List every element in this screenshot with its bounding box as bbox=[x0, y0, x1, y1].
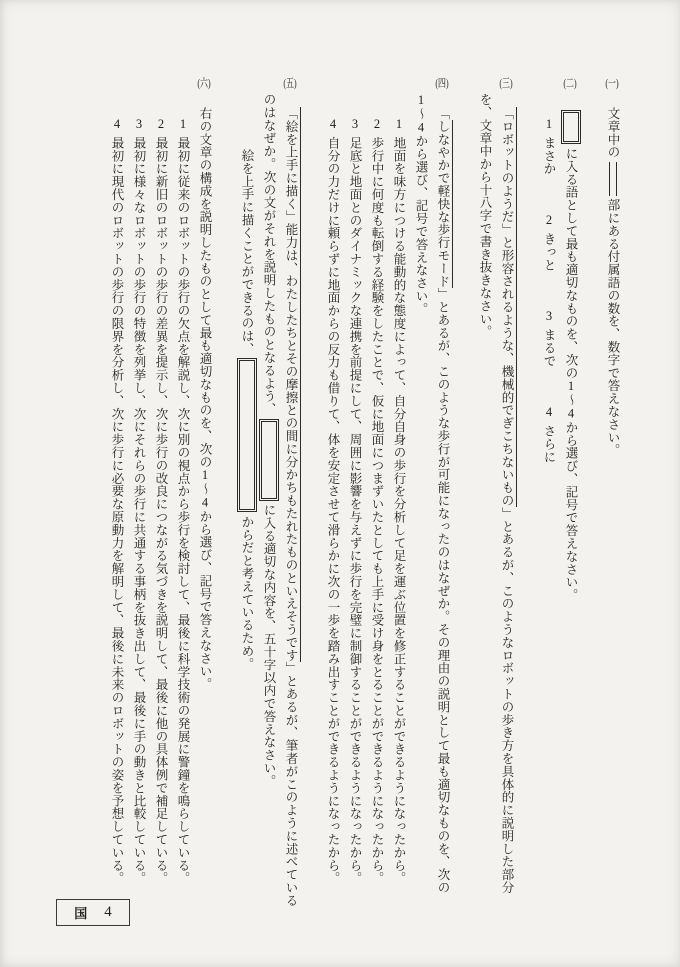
option-gap bbox=[549, 367, 550, 405]
option-text: まさか bbox=[542, 136, 556, 176]
option-text: まるで bbox=[542, 328, 556, 368]
option-gap bbox=[549, 271, 550, 309]
question-5-label: (五) bbox=[283, 77, 297, 89]
answer-blank-box bbox=[259, 419, 279, 501]
question-6-label: (六) bbox=[197, 77, 211, 89]
option-text: 地面を味方につける能動的な態度によって、自分自身の歩行を分析して足を運ぶ位置を修正することができるようになったから。 bbox=[392, 136, 406, 885]
option-number: 1 bbox=[542, 117, 556, 132]
question-1 bbox=[602, 77, 624, 915]
question-5-text bbox=[258, 93, 302, 915]
question-3 bbox=[474, 77, 518, 915]
option-number: 2 bbox=[542, 213, 556, 228]
question-6-text-pre: 右の文章の構成を説明したものとして最も適切なものを、次の bbox=[198, 107, 212, 469]
option-text: 足底と地面とのダイナミックな連携を前提にして、周囲に影響を与えずに歩行を完璧に制御することができるようになったから。 bbox=[348, 136, 362, 885]
option-text: 自分の力だけに頼らずに地面からの反力も借りて、体を安定させて滑らかに次の一歩を踏み出すことができるようになったから。 bbox=[326, 136, 340, 885]
question-6-text-tail: から選び、記号で答えなさい。 bbox=[198, 509, 212, 691]
option-text: きっと bbox=[542, 232, 556, 272]
option-number: 3 bbox=[542, 309, 556, 324]
option-text: 歩行中に何度も転倒する経験をしたことで、仮に地面につまずいたとしても上手に受け身をとることができるようになったから。 bbox=[370, 136, 384, 885]
question-5-text-mid: 」とあるが、筆者がこのように述べているのはなぜか。次の文がそれを説明したものとなるよう、 bbox=[262, 93, 298, 907]
option-number: 4 bbox=[110, 117, 124, 132]
option-number: 4 bbox=[542, 405, 556, 420]
question-3-text bbox=[474, 93, 518, 915]
question-4-option-3 bbox=[344, 93, 366, 915]
option-text: 最初に新旧のロボットの歩行の差異を提示し、次に歩行の改良につながる気づきを説明して、最後に他の具体例で補足している。 bbox=[154, 136, 168, 885]
question-4-option-1 bbox=[388, 93, 410, 915]
option-number: 2 bbox=[370, 117, 384, 132]
answer-blank-box bbox=[237, 358, 257, 512]
option-number: 3 bbox=[132, 117, 146, 132]
question-1-text bbox=[602, 93, 624, 915]
choice-range: 1〜4 bbox=[414, 93, 428, 135]
double-line-mark bbox=[609, 162, 617, 196]
question-5 bbox=[236, 77, 302, 915]
footer-page-box bbox=[56, 899, 130, 926]
template-pre: 絵を上手に描くことができるのは、 bbox=[240, 149, 254, 356]
question-4-text-pre: 「 bbox=[436, 107, 450, 120]
question-2 bbox=[538, 77, 582, 915]
question-6-text bbox=[194, 93, 216, 915]
option-text: 最初に従来のロボットの歩行の欠点を解説し、次に別の視点から歩行を検討して、最後に科学技術の発展に警鐘を鳴らしている。 bbox=[176, 136, 190, 885]
question-1-label: (一) bbox=[605, 77, 619, 89]
option-number: 1 bbox=[176, 117, 190, 132]
question-1-text-tail: 部にある付属語の数を、数字で答えなさい。 bbox=[606, 198, 620, 457]
question-4-option-2 bbox=[366, 93, 388, 915]
question-6-option-2 bbox=[150, 93, 172, 915]
question-4-text-mid: 」とあるが、このような歩行が可能になったのはなぜか。その理由の説明として最も適切なものを、次の bbox=[436, 287, 450, 894]
answer-blank-box bbox=[561, 110, 581, 144]
question-4-label: (四) bbox=[435, 77, 449, 89]
question-5-text-tail: に入る適切な内容を、五十字以内で答えなさい。 bbox=[262, 503, 276, 788]
subject-label: 国 bbox=[74, 906, 88, 921]
question-6-option-3 bbox=[128, 93, 150, 915]
question-2-text-tail: から選び、記号で答えなさい。 bbox=[564, 420, 578, 602]
choice-range: 1〜4 bbox=[198, 468, 212, 510]
question-4-text-tail: から選び、記号で答えなさい。 bbox=[414, 134, 428, 316]
option-gap bbox=[549, 175, 550, 213]
option-text: 最初に様々なロボットの歩行の特徴を列挙し、次にそれらの歩行に共通する事柄を抜き出して、最後に手の動きと比較している。 bbox=[132, 136, 146, 885]
option-number: 2 bbox=[154, 117, 168, 132]
question-6-option-4 bbox=[106, 93, 128, 915]
option-number: 1 bbox=[392, 117, 406, 132]
question-2-text-mid: に入る語として最も適切なものを、次の bbox=[564, 147, 578, 380]
question-6 bbox=[106, 77, 216, 915]
option-text: 最初に現代のロボットの歩行の限界を分析し、次に歩行に必要な原動力を解明して、最後に未来のロボットの姿を予想している。 bbox=[110, 136, 124, 885]
underlined-quote: 「ロボットのようだ」と形容されるような、機械的でぎこちないもの bbox=[500, 107, 517, 507]
question-3-label: (三) bbox=[499, 77, 513, 89]
choice-range: 1〜4 bbox=[564, 379, 578, 421]
exam-content bbox=[74, 77, 624, 915]
underlined-quote: 「絵を上手に描く」能力は、わたしたちとその摩擦との間に分かちもたれたものといえそうです bbox=[284, 107, 301, 662]
underlined-quote: しなやかで軽快な歩行モード bbox=[436, 120, 453, 288]
option-number: 4 bbox=[326, 117, 340, 132]
page-number: 4 bbox=[104, 904, 112, 920]
question-2-text bbox=[560, 93, 582, 915]
question-2-label: (二) bbox=[563, 77, 577, 89]
question-3-text-tail: 」とあるが、このようなロボットの歩き方を具体的に説明した部分を、文章中から十八字で書き抜きなさい。 bbox=[478, 93, 514, 894]
question-4 bbox=[322, 77, 454, 915]
question-6-option-1 bbox=[172, 93, 194, 915]
question-4-text bbox=[410, 93, 454, 915]
option-text: さらに bbox=[542, 424, 556, 464]
question-2-options bbox=[538, 93, 560, 915]
option-number: 3 bbox=[348, 117, 362, 132]
question-4-option-4 bbox=[322, 93, 344, 915]
question-5-answer-template bbox=[236, 93, 258, 915]
question-1-text-pre: 文章中の bbox=[606, 107, 620, 159]
template-post: からだと考えているため。 bbox=[240, 515, 254, 671]
